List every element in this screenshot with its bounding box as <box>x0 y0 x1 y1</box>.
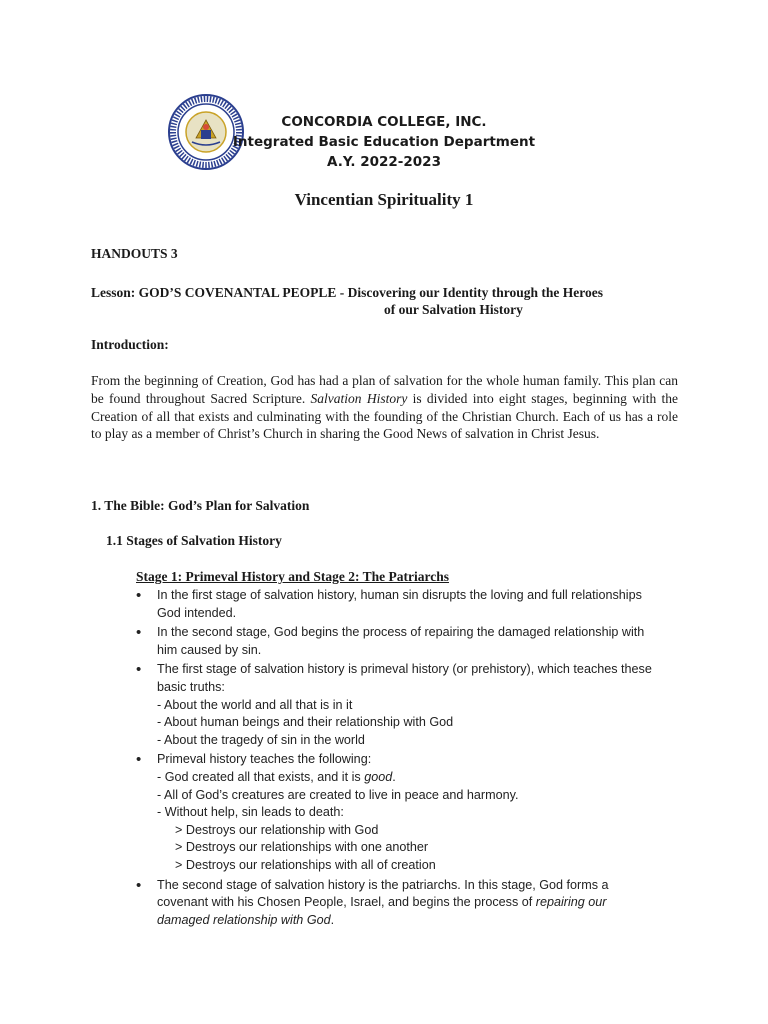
course-title: Vincentian Spirituality 1 <box>294 190 474 209</box>
list-item <box>136 624 656 659</box>
sub-list-item: - All of God’s creatures are created to live in peace and harmony. <box>157 787 519 802</box>
sub-list-item: - About human beings and their relationship with God <box>157 715 454 730</box>
sub-text-italic: good <box>364 769 393 784</box>
introduction-heading: Introduction: <box>91 337 169 352</box>
sub-list <box>157 697 656 750</box>
sub-list-item: - About the tragedy of sin in the world <box>157 732 365 747</box>
school-header <box>0 112 768 172</box>
sub-sub-list-item: > Destroys our relationships with one another <box>175 840 429 855</box>
bullet-text-italic: repairing our damaged relationship with God <box>157 895 607 927</box>
lesson-line-2: of our Salvation History <box>384 302 523 317</box>
introduction-paragraph <box>91 372 678 443</box>
academic-year: A.Y. 2022-2023 <box>327 154 441 170</box>
lesson-title <box>91 284 681 318</box>
school-name: CONCORDIA COLLEGE, INC. <box>281 114 487 130</box>
sub-text-a: - God created all that exists, and it is <box>157 769 365 784</box>
sub-text-b: . <box>392 769 396 784</box>
list-item <box>136 877 656 930</box>
stage-heading: Stage 1: Primeval History and Stage 2: The Patriarchs <box>136 569 449 584</box>
intro-text-italic: Salvation History <box>310 390 408 406</box>
list-item <box>136 587 656 622</box>
sub-list <box>157 769 656 875</box>
bullet-text: In the first stage of salvation history, human sin disrupts the loving and full relationships God intended. <box>157 588 642 620</box>
section-1-heading: 1. The Bible: God’s Plan for Salvation <box>91 498 310 513</box>
intro-text-a: From the beginning of Creation, God has had a plan of salvation for the whole human family. This plan can be found throughout Sacred Scripture. <box>91 373 678 406</box>
section-1-1-heading: 1.1 Stages of Salvation History <box>106 533 282 548</box>
bullet-text: Primeval history teaches the following: <box>157 752 372 767</box>
bullet-text: In the second stage, God begins the process of repairing the damaged relationship with him caused by sin. <box>157 625 645 657</box>
list-item <box>136 661 656 749</box>
bullet-text-a: The second stage of salvation history is the patriarchs. In this stage, God forms a covenant with his Chosen People, Israel, and begins the process of <box>157 877 609 910</box>
stage-bullet-list <box>136 587 656 931</box>
department-name: Integrated Basic Education Department <box>232 134 536 150</box>
sub-list-item: - About the world and all that is in it <box>157 697 353 712</box>
list-item <box>136 751 656 874</box>
sub-sub-list-item: > Destroys our relationship with God <box>175 822 379 837</box>
sub-list-item <box>157 769 656 787</box>
sub-sub-list <box>157 822 656 875</box>
intro-text-b: is divided into eight stages, beginning with the Creation of all that exists and culminating with the founding of the Christian Church. Each of us has a role to play as a member of Christ’s Church in sharing the Good News of salvation in Christ Jesus. <box>91 390 678 442</box>
sub-list-item <box>157 804 656 874</box>
sub-sub-list-item: > Destroys our relationships with all of creation <box>175 857 436 872</box>
bullet-text: The first stage of salvation history is primeval history (or prehistory), which teaches these basic truths: <box>157 662 652 694</box>
sub-text: - Without help, sin leads to death: <box>157 805 344 820</box>
lesson-line-1: Lesson: GOD’S COVENANTAL PEOPLE - Discovering our Identity through the Heroes <box>91 285 604 300</box>
handouts-label: HANDOUTS 3 <box>91 246 178 261</box>
bullet-text-b: . <box>330 912 335 927</box>
